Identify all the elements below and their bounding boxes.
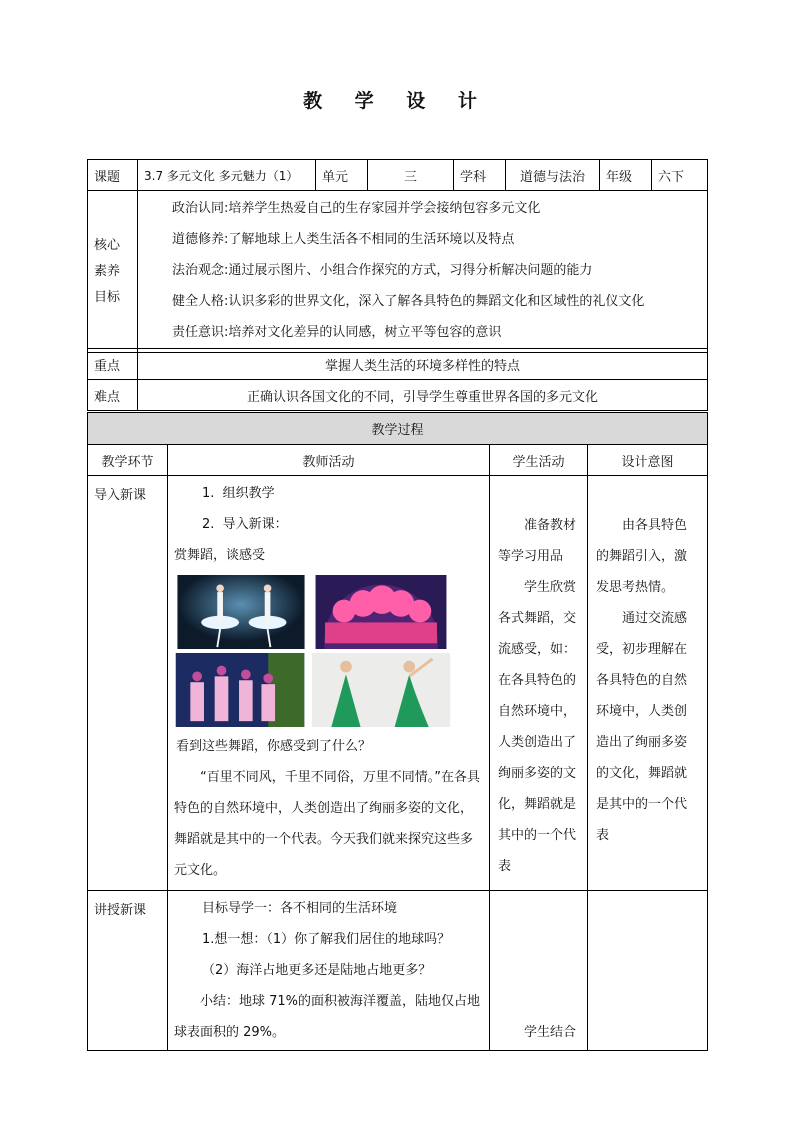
difficulty-value: 正确认识各国文化的不同，引导学生尊重世界各国的多元文化 [138, 380, 708, 411]
process-header: 教学过程 [88, 413, 708, 445]
ballet-photo [174, 575, 308, 649]
teacher-line: 2. 导入新课： [202, 517, 288, 532]
goal-item: 健全人格:认识多彩的世界文化，深入了解各具特色的舞蹈文化和区域性的礼仪文化 [172, 294, 645, 309]
lesson-info-table [87, 159, 708, 191]
student-activity: 准备教材等学习用品 [498, 518, 577, 564]
teacher-line: 目标导学一：各不相同的生活环境 [202, 901, 398, 916]
grade-value: 六下 [652, 160, 708, 191]
document-title: 教 学 设 计 [303, 90, 490, 112]
key-difficulty-table [87, 348, 708, 411]
design-intent-empty [588, 891, 708, 1051]
process-table [87, 412, 708, 1051]
lesson-value: 3.7 多元文化 多元魅力（1） [138, 160, 316, 191]
stage-intro: 导入新课 [88, 476, 168, 891]
teacher-line: 赏舞蹈，谈感受 [174, 548, 266, 563]
goals-label: 核心素养目标 [88, 191, 138, 353]
column-header: 学生活动 [490, 445, 588, 476]
subject-value: 道德与法治 [506, 160, 600, 191]
teacher-line: （2）海洋占地更多还是陆地占地更多？ [202, 963, 432, 978]
fan-dance-photo [312, 575, 450, 649]
key-label: 重点 [88, 349, 138, 380]
goal-item: 责任意识:培养对文化差异的认同感，树立平等包容的意识 [172, 325, 502, 340]
peacock-dance-photo [310, 653, 452, 727]
column-header: 设计意图 [588, 445, 708, 476]
subject-label: 学科 [454, 160, 506, 191]
teacher-summary: 小结：地球 71%的面积被海洋覆盖，陆地仅占地球表面积的 29%。 [174, 994, 481, 1040]
teacher-paragraph: “百里不同风，千里不同俗，万里不同情。”在各具特色的自然环境中，人类创造出了绚丽多姿的文化，舞蹈就是其中的一个代表。今天我们就来探究这些多元文化。 [174, 770, 480, 878]
teacher-line: 1. 组织教学 [202, 486, 275, 501]
goal-item: 道德修养:了解地球上人类生活各不相同的生活环境以及特点 [172, 232, 515, 247]
stage-new-lesson: 讲授新课 [88, 891, 168, 1051]
lesson-label: 课题 [88, 160, 138, 191]
design-intent: 由各具特色的舞蹈引入，激发思考热情。 [596, 518, 688, 595]
design-intent: 通过交流感受，初步理解在各具特色的自然环境中，人类创造出了绚丽多姿的文化，舞蹈就是其中的一个代表 [596, 611, 688, 843]
unit-value: 三 [368, 160, 454, 191]
teacher-line: 1.想一想：（1）你了解我们居住的地球吗？ [202, 932, 451, 947]
teacher-question: 看到这些舞蹈，你感受到了什么？ [176, 739, 372, 754]
unit-label: 单元 [316, 160, 368, 191]
column-header: 教学环节 [88, 445, 168, 476]
key-value: 掌握人类生活的环境多样性的特点 [138, 349, 708, 380]
student-activity: 学生结合 [524, 1025, 577, 1040]
grade-label: 年级 [600, 160, 652, 191]
difficulty-label: 难点 [88, 380, 138, 411]
dance-photos-row-1 [174, 575, 483, 649]
goal-item: 政治认同:培养学生热爱自己的生存家园并学会接纳包容多元文化 [172, 201, 541, 216]
student-activity: 学生欣赏各式舞蹈，交流感受，如：在各具特色的自然环境中，人类创造出了绚丽多姿的文化，舞蹈就是其中的一个代表 [498, 580, 577, 874]
column-header: 教师活动 [168, 445, 490, 476]
group-dance-photo [174, 653, 306, 727]
goal-item: 法治观念:通过展示图片、小组合作探究的方式，习得分析解决问题的能力 [172, 263, 593, 278]
dance-photos-row-2 [174, 653, 483, 727]
core-goals-table [87, 190, 708, 353]
